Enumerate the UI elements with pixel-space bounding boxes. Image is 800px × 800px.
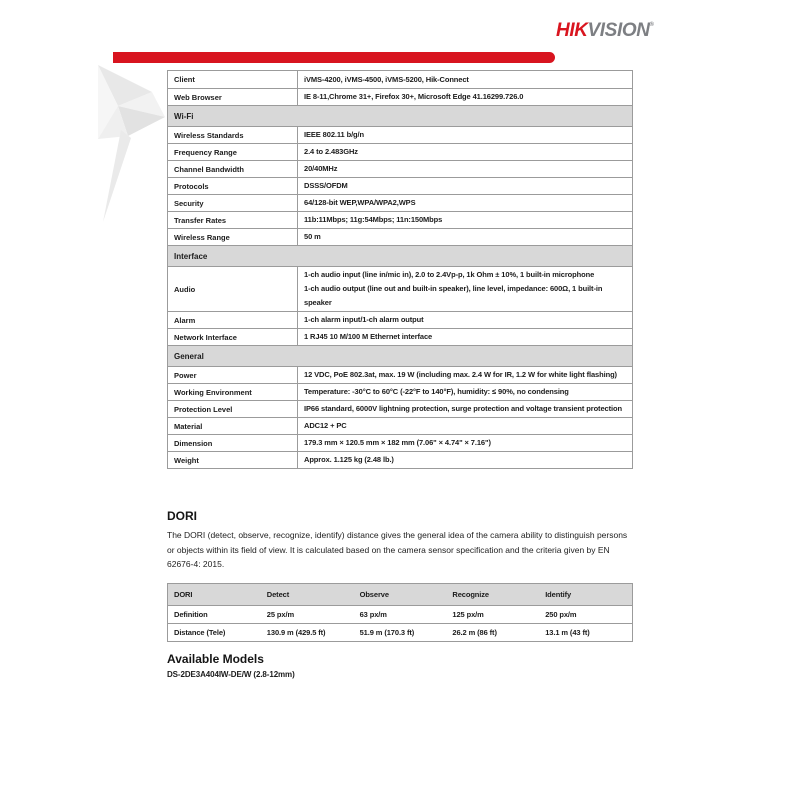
spec-section-row: Interface <box>168 245 632 266</box>
registered-trademark-icon: ® <box>649 22 654 28</box>
spec-label: Web Browser <box>168 89 298 105</box>
dori-cell: 63 px/m <box>359 610 387 619</box>
spec-value: 1-ch audio input (line in/mic in), 2.0 to 2.4Vp-p, 1k Ohm ± 10%, 1 built-in microphone 1-ch audio output (line out and built-in speaker), line level, impedance: 600Ω, 1 built-in speaker <box>304 270 603 307</box>
spec-row <box>168 311 632 328</box>
spec-label: Working Environment <box>168 384 298 400</box>
spec-value: 12 VDC, PoE 802.3at, max. 19 W (including max. 2.4 W for IR, 1.2 W for white light flashing) <box>304 370 617 379</box>
spec-label: Protocols <box>168 178 298 194</box>
spec-value: iVMS-4200, iVMS-4500, iVMS-5200, Hik-Connect <box>304 74 469 84</box>
spec-value: 2.4 to 2.483GHz <box>304 147 358 156</box>
logo-vision-text: VISION <box>587 20 650 41</box>
dori-cell: 130.9 m (429.5 ft) <box>266 628 326 637</box>
spec-section-row: General <box>168 345 632 366</box>
spec-value: DSSS/OFDM <box>304 181 348 190</box>
dori-data-row <box>168 623 632 641</box>
dori-cell: 125 px/m <box>452 610 484 619</box>
spec-label: Client <box>168 71 298 88</box>
spec-label: Material <box>168 418 298 434</box>
spec-value: IP66 standard, 6000V lightning protection, surge protection and voltage transient protection <box>304 404 622 413</box>
dori-cell: Distance (Tele) <box>174 628 226 637</box>
spec-row <box>168 366 632 383</box>
dori-cell: 13.1 m (43 ft) <box>545 628 590 637</box>
spec-label: Protection Level <box>168 401 298 417</box>
spec-row <box>168 228 632 245</box>
spec-row <box>168 266 632 311</box>
dori-header-cell: Recognize <box>452 590 489 599</box>
spec-row <box>168 328 632 345</box>
available-models-heading: Available Models <box>167 652 264 666</box>
spec-value: 179.3 mm × 120.5 mm × 182 mm (7.06" × 4.74" × 7.16") <box>304 438 491 447</box>
spec-label: Dimension <box>168 435 298 451</box>
spec-value: 20/40MHz <box>304 164 338 173</box>
logo-hik-text: HIK <box>556 20 588 41</box>
spec-label: Frequency Range <box>168 144 298 160</box>
spec-row <box>168 417 632 434</box>
dori-header-cell: Detect <box>266 590 290 599</box>
spec-value: 50 m <box>304 232 321 241</box>
spec-label: Weight <box>168 452 298 468</box>
dori-header-cell: Observe <box>359 590 389 599</box>
dori-data-row <box>168 605 632 623</box>
dori-description: The DORI (detect, observe, recognize, identify) distance gives the general idea of the camera ability to distinguish persons or objects within its field of view. It is calculated based on the camera sensor specification and the criteria given by EN 62676-4: 2015. <box>167 530 628 569</box>
spec-label: Network Interface <box>168 329 298 345</box>
spec-label: Channel Bandwidth <box>168 161 298 177</box>
spec-value: Temperature: -30°C to 60°C (-22°F to 140°F), humidity: ≤ 90%, no condensing <box>304 387 569 396</box>
spec-row <box>168 126 632 143</box>
dori-table <box>167 583 633 642</box>
spec-row <box>168 434 632 451</box>
spec-row <box>168 160 632 177</box>
dori-cell: 25 px/m <box>266 610 295 619</box>
spec-row <box>168 71 632 88</box>
spec-value: Approx. 1.125 kg (2.48 lb.) <box>304 455 394 464</box>
spec-row <box>168 177 632 194</box>
spec-label: Security <box>168 195 298 211</box>
red-accent-bar <box>113 52 555 63</box>
spec-value: IE 8-11,Chrome 31+, Firefox 30+, Microsoft Edge 41.16299.726.0 <box>304 92 524 101</box>
spec-value: 1 RJ45 10 M/100 M Ethernet interface <box>304 332 433 341</box>
dori-header-cell: DORI <box>174 590 193 599</box>
spec-label: Wireless Range <box>168 229 298 245</box>
spec-label: Transfer Rates <box>168 212 298 228</box>
spec-value: ADC12 + PC <box>304 421 347 430</box>
spec-value: 64/128-bit WEP,WPA/WPA2,WPS <box>304 198 416 207</box>
dori-cell: 250 px/m <box>545 610 577 619</box>
spec-value: 11b:11Mbps; 11g:54Mbps; 11n:150Mbps <box>304 215 443 224</box>
spec-row <box>168 88 632 105</box>
spec-label: Wireless Standards <box>168 127 298 143</box>
spec-table <box>167 70 633 469</box>
spec-section-row: Wi-Fi <box>168 105 632 126</box>
spec-label: Alarm <box>168 312 298 328</box>
dori-heading: DORI <box>167 509 197 523</box>
spec-row <box>168 143 632 160</box>
dori-cell: 26.2 m (86 ft) <box>452 628 497 637</box>
watermark-triangles-graphic <box>95 62 171 226</box>
hikvision-logo <box>556 20 654 42</box>
spec-row <box>168 194 632 211</box>
dori-header-row <box>168 584 632 605</box>
spec-label: Audio <box>168 267 298 311</box>
spec-row <box>168 400 632 417</box>
dori-header-cell: Identify <box>545 590 572 599</box>
spec-label: Power <box>168 367 298 383</box>
spec-row <box>168 383 632 400</box>
model-item: DS-2DE3A404IW-DE/W (2.8-12mm) <box>167 670 295 679</box>
spec-value: IEEE 802.11 b/g/n <box>304 130 364 139</box>
spec-row <box>168 451 632 468</box>
spec-row <box>168 211 632 228</box>
dori-cell: 51.9 m (170.3 ft) <box>359 628 415 637</box>
spec-value: 1-ch alarm input/1-ch alarm output <box>304 315 424 324</box>
dori-cell: Definition <box>174 610 208 619</box>
